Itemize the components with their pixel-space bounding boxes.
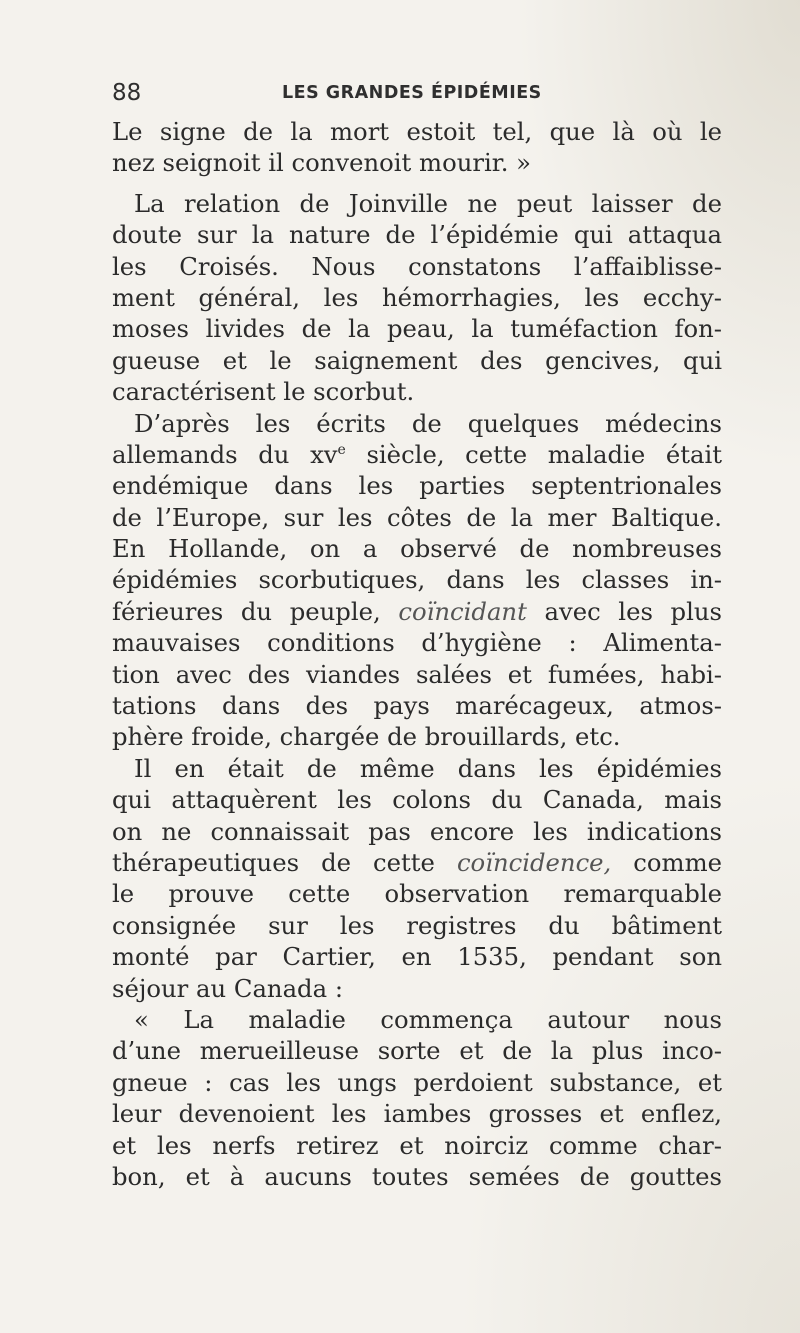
text-line: phère froide, chargée de brouillards, etc.: [112, 722, 621, 752]
text-line: d’une merueilleuse sorte et de la plus inco-: [112, 1036, 722, 1066]
text-line: férieures du peuple, coïncidant avec les plus: [112, 596, 722, 626]
text-line: et les nerfs retirez et noirciz comme char-: [112, 1130, 722, 1160]
text-line: leur devenoient les iambes grosses et enflez,: [112, 1099, 722, 1129]
text-line: séjour au Canada :: [112, 973, 344, 1003]
text-line: épidémies scorbutiques, dans les classes in-: [112, 565, 722, 595]
text-line: tion avec des viandes salées et fumées, habi-: [112, 659, 722, 689]
text-line: doute sur la nature de l’épidémie qui attaqua: [112, 220, 722, 250]
text-line: allemands du $xv^e$ siècle, cette maladie était: [112, 439, 722, 469]
text-line: Il en était de même dans les épidémies: [134, 753, 722, 783]
body-text: [112, 116, 722, 1192]
text-line: La relation de Joinville ne peut laisser de: [134, 188, 722, 218]
text-line: gueuse et le saignement des gencives, qui: [112, 345, 722, 375]
text-line: tations dans des pays marécageux, atmos-: [112, 691, 722, 721]
text-line: on ne connaissait pas encore les indications: [112, 816, 722, 846]
page-number: 88: [112, 80, 142, 106]
text-line: monté par Cartier, en 1535, pendant son: [112, 942, 722, 972]
text-line: thérapeutiques de cette coïncidence, comme: [112, 847, 722, 877]
text-line: consignée sur les registres du bâtiment: [112, 910, 722, 940]
text-line: qui attaquèrent les colons du Canada, mais: [112, 785, 722, 815]
text-line: Le signe de la mort estoit tel, que là où le: [112, 117, 722, 146]
page-header: [112, 80, 722, 112]
text-line: endémique dans les parties septentrionales: [112, 471, 722, 501]
text-line: En Hollande, on a observé de nombreuses: [112, 534, 722, 564]
italic-word: coïncidence,: [456, 847, 612, 877]
italic-word: coïncidant: [398, 596, 527, 626]
text-line: caractérisent le scorbut.: [112, 377, 415, 407]
text-line: ment général, les hémorrhagies, les ecchy-: [112, 282, 722, 312]
text-line: bon, et à aucuns toutes semées de gouttes: [112, 1161, 722, 1191]
text-line: les Croisés. Nous constatons l’affaiblisse-: [112, 251, 722, 281]
text-line: nez seignoit il convenoit mourir. »: [112, 148, 532, 178]
running-title: LES GRANDES ÉPIDÉMIES: [282, 83, 542, 103]
text-line: gneue : cas les ungs perdoient substance, et: [112, 1067, 722, 1097]
text-line: le prouve cette observation remarquable: [112, 879, 722, 909]
text-line: « La maladie commença autour nous: [134, 1004, 722, 1034]
text-line: moses livides de la peau, la tuméfaction fon-: [112, 314, 722, 344]
text-line: D’après les écrits de quelques médecins: [134, 408, 722, 438]
text-line: de l’Europe, sur les côtes de la mer Baltique.: [112, 502, 722, 532]
text-line: mauvaises conditions d’hygiène : Alimenta-: [112, 628, 722, 658]
